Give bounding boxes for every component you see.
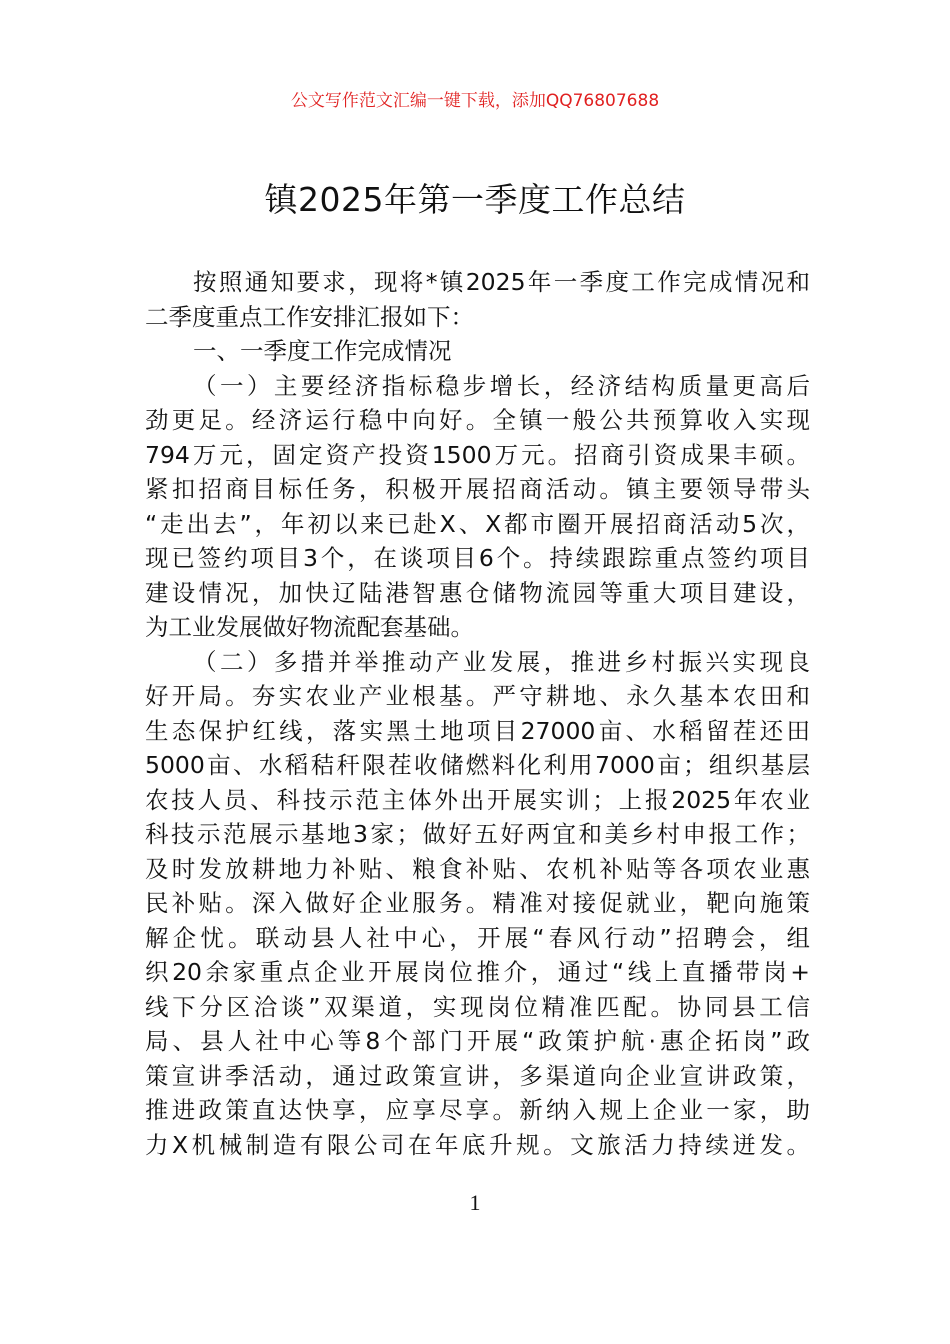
body-line: 现已签约项目3个，在谈项目6个。持续跟踪重点签约项目 [145, 544, 810, 572]
body-line: 民补贴。深入做好企业服务。精准对接促就业，靶向施策 [145, 889, 810, 917]
watermark-banner: 公文写作范文汇编一键下载，添加QQ76807688 [290, 91, 660, 111]
body-line: 解企忧。联动县人社中心，开展“春风行动”招聘会，组 [145, 923, 810, 952]
body-line: 二季度重点工作安排汇报如下： [145, 302, 474, 331]
body-line: 策宣讲季活动，通过政策宣讲，多渠道向企业宣讲政策， [145, 1061, 810, 1090]
section-heading: 一、一季度工作完成情况 [193, 337, 452, 365]
body-line: 794万元，固定资产投资1500万元。招商引资成果丰硕。 [145, 440, 810, 469]
body-line: 力X机械制造有限公司在年底升规。文旅活力持续迸发。 [145, 1130, 810, 1159]
body-line: 局、县人社中心等8个部门开展“政策护航·惠企拓岗”政 [145, 1027, 810, 1055]
body-line: 建设情况，加快辽陆港智惠仓储物流园等重大项目建设， [145, 578, 810, 607]
body-line: 为工业发展做好物流配套基础。 [145, 613, 474, 641]
body-line: 及时发放耕地力补贴、粮食补贴、农机补贴等各项农业惠 [145, 854, 810, 883]
document-title: 镇2025年第一季度工作总结 [264, 180, 686, 219]
body-line: 科技示范展示基地3家；做好五好两宜和美乡村申报工作； [145, 820, 810, 848]
body-line: 推进政策直达快享，应享尽享。新纳入规上企业一家，助 [145, 1096, 810, 1124]
body-line: 5000亩、水稻秸秆限茬收储燃料化利用7000亩；组织基层 [145, 751, 810, 779]
body-line: 农技人员、科技示范主体外出开展实训；上报2025年农业 [145, 785, 810, 814]
body-line: 劲更足。经济运行稳中向好。全镇一般公共预算收入实现 [145, 406, 810, 434]
body-line: 线下分区洽谈”双渠道，实现岗位精准匹配。协同县工信 [145, 992, 810, 1021]
body-line: 织20余家重点企业开展岗位推介，通过“线上直播带岗+ [145, 958, 810, 986]
page-number: 1 [469, 1190, 481, 1215]
document-body [145, 265, 810, 1162]
body-line: 生态保护红线，落实黑土地项目27000亩、水稻留茬还田 [145, 716, 810, 745]
body-line: 紧扣招商目标任务，积极开展招商活动。镇主要领导带头 [145, 475, 810, 503]
body-line: 好开局。夯实农业产业根基。严守耕地、永久基本农田和 [145, 682, 810, 710]
body-line: “走出去”，年初以来已赴X、X都市圈开展招商活动5次， [145, 509, 810, 538]
subsection-heading-line: （一）主要经济指标稳步增长，经济结构质量更高后 [193, 371, 810, 400]
subsection-heading-line: （二）多措并举推动产业发展，推进乡村振兴实现良 [193, 647, 810, 676]
body-line: 按照通知要求，现将*镇2025年一季度工作完成情况和 [193, 268, 810, 296]
